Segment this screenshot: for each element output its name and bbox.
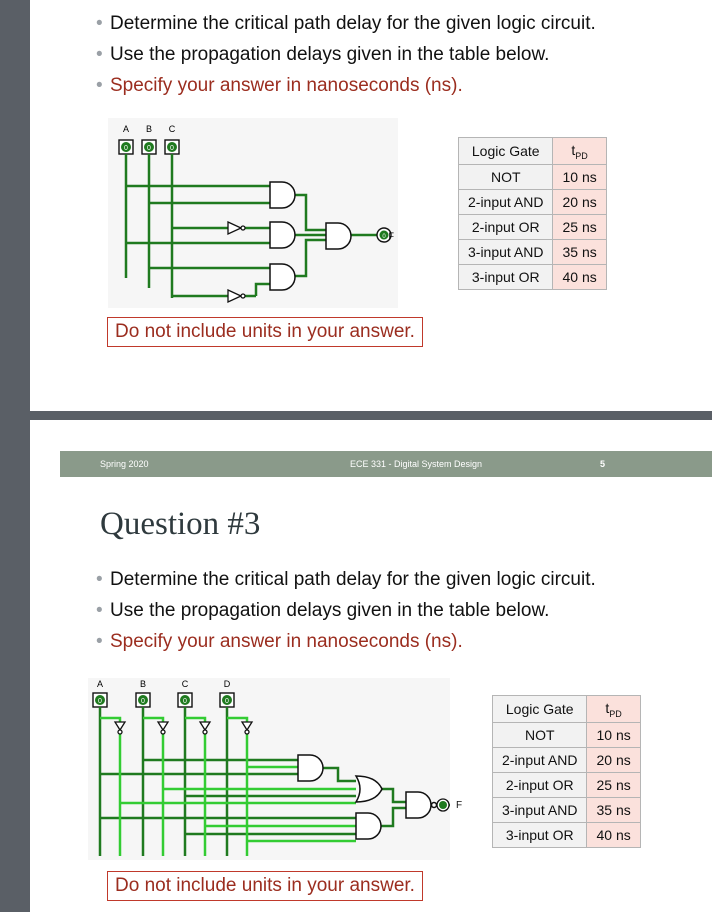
input-label-b: B (145, 124, 153, 134)
header-tpd: $t_{PD}$ (553, 138, 606, 165)
bullet-list-2 (96, 564, 596, 657)
bullet-list-1 (96, 8, 596, 101)
bullet-text: Specify your answer in nanoseconds (ns). (110, 631, 463, 652)
bullet-text: Use the propagation delays given in the table below. (110, 44, 550, 65)
slide-footer (60, 451, 712, 477)
table-row: 2-input AND 20 ns (493, 748, 641, 773)
svg-text:0: 0 (225, 698, 229, 705)
input-pin-b (136, 693, 150, 707)
table-row: 2-input OR 25 ns (493, 773, 641, 798)
input-pin-c (165, 140, 179, 154)
bullet-2: • Use the propagation delays given in the table below. (96, 600, 550, 621)
bullet-text: Specify your answer in nanoseconds (ns). (110, 75, 463, 96)
header-gate: Logic Gate (493, 696, 587, 723)
input-pin-b (142, 140, 156, 154)
input-label-a: A (96, 679, 104, 689)
input-pin-c (178, 693, 192, 707)
svg-text:0: 0 (382, 234, 386, 240)
slide-5 (30, 420, 712, 912)
table-row: NOT 10 ns (493, 723, 641, 748)
svg-text:0: 0 (147, 145, 151, 152)
input-pin-a (93, 693, 107, 707)
bullet-3: • Specify your answer in nanoseconds (ns). (96, 631, 463, 652)
input-label-b: B (139, 679, 147, 689)
units-note-1: Do not include units in your answer. (107, 317, 423, 347)
table-header-row (493, 696, 641, 723)
table-row: 3-input OR 40 ns (459, 265, 607, 290)
table-row: 2-input OR 25 ns (459, 215, 607, 240)
svg-text:0: 0 (124, 145, 128, 152)
table-row: NOT 10 ns (459, 165, 607, 190)
bullet-3: • Specify your answer in nanoseconds (ns). (96, 75, 463, 96)
table-row: 2-input AND 20 ns (459, 190, 607, 215)
input-label-d: D (223, 679, 231, 689)
table-row: 3-input AND 35 ns (493, 798, 641, 823)
bullet-2: • Use the propagation delays given in the table below. (96, 44, 550, 65)
delay-table-1 (458, 137, 607, 290)
footer-page-number: 5 (600, 459, 606, 469)
footer-date: Spring 2020 (100, 459, 149, 469)
input-pin-a (119, 140, 133, 154)
svg-text:0: 0 (98, 698, 102, 705)
bullet-text: Determine the critical path delay for the given logic circuit. (110, 569, 596, 590)
footer-course: ECE 331 - Digital System Design (350, 459, 483, 469)
units-note-2: Do not include units in your answer. (107, 871, 423, 901)
header-tpd: $t_{PD}$ (587, 696, 640, 723)
input-pin-d (220, 693, 234, 707)
bullet-1: • Determine the critical path delay for the given logic circuit. (96, 13, 596, 34)
svg-text:0: 0 (170, 145, 174, 152)
output-label-f: F (388, 231, 394, 241)
output-pin-f (437, 799, 449, 811)
svg-text:0: 0 (183, 698, 187, 705)
delay-table-2 (492, 695, 641, 848)
bullet-text: Use the propagation delays given in the table below. (110, 600, 550, 621)
output-label-f: F (456, 800, 463, 811)
table-header-row (459, 138, 607, 165)
circuit-diagram-2 (88, 678, 450, 860)
input-label-a: A (122, 124, 130, 134)
question-title: Question #3 (100, 506, 261, 542)
circuit-diagram-1 (108, 118, 398, 308)
bullet-text: Determine the critical path delay for the given logic circuit. (110, 13, 596, 34)
input-label-c: C (168, 124, 176, 134)
table-row: 3-input OR 40 ns (493, 823, 641, 848)
input-label-c: C (181, 679, 189, 689)
slide-4 (30, 0, 712, 411)
header-gate: Logic Gate (459, 138, 553, 165)
svg-text:0: 0 (141, 698, 145, 705)
bullet-1: • Determine the critical path delay for the given logic circuit. (96, 569, 596, 590)
table-row: 3-input AND 35 ns (459, 240, 607, 265)
